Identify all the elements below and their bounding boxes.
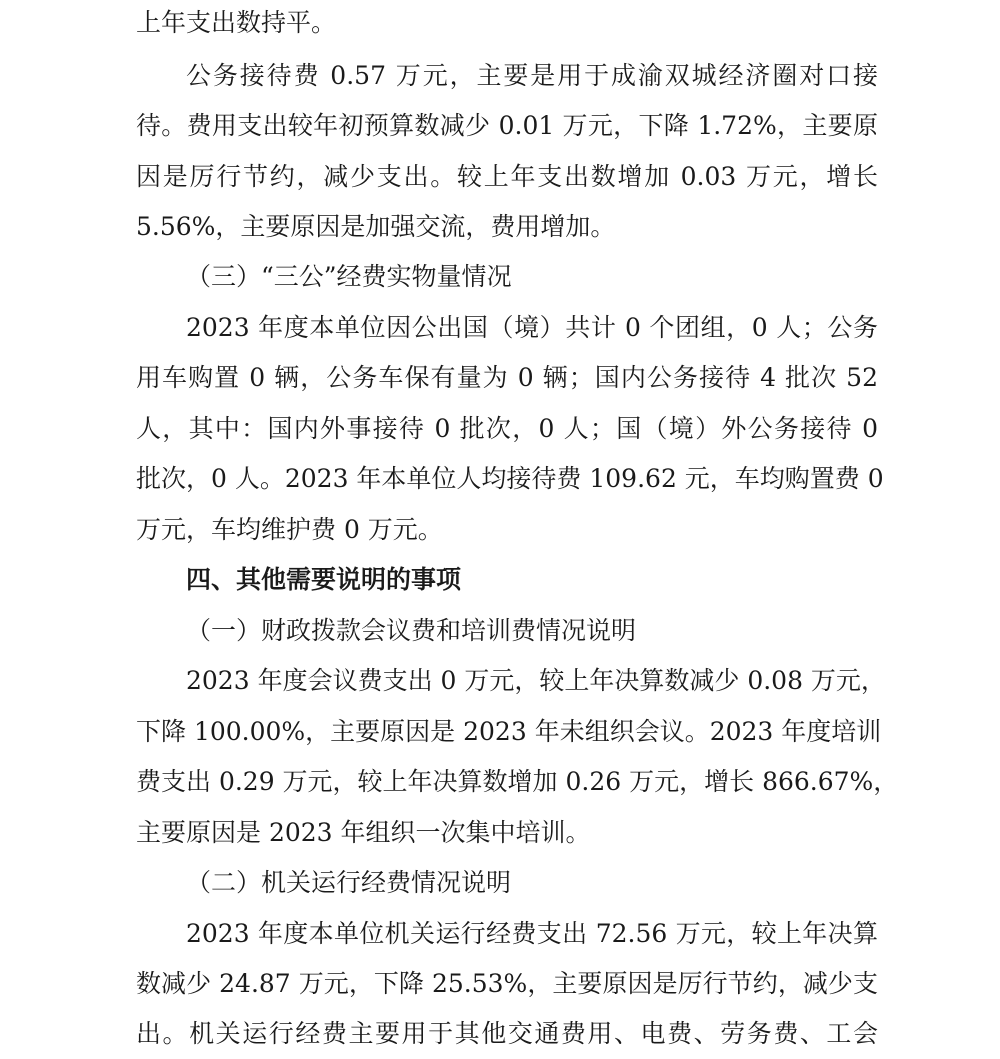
- section-subheading: （一）财政拨款会议费和培训费情况说明: [186, 616, 637, 645]
- paragraph-line: 上年支出数持平。: [136, 8, 337, 37]
- paragraph-line: 5.56%，主要原因是加强交流，费用增加。: [136, 212, 616, 241]
- paragraph-line: 主要原因是 2023 年组织一次集中培训。: [136, 818, 591, 847]
- paragraph-line: 公务接待费 0.57 万元，主要是用于成渝双城经济圈对口接: [186, 61, 878, 90]
- paragraph-line: 批次，0 人。2023 年本单位人均接待费 109.62 元，车均购置费 0: [136, 464, 884, 493]
- paragraph-line: 下降 100.00%，主要原因是 2023 年未组织会议。2023 年度培训: [136, 717, 882, 746]
- paragraph-line: 用车购置 0 辆，公务车保有量为 0 辆；国内公务接待 4 批次 52: [136, 363, 878, 392]
- paragraph-line: 数减少 24.87 万元，下降 25.53%，主要原因是厉行节约，减少支: [136, 969, 878, 998]
- section-subheading: （二）机关运行经费情况说明: [186, 868, 512, 897]
- section-heading: 四、其他需要说明的事项: [186, 565, 462, 594]
- paragraph-line: 费支出 0.29 万元，较上年决算数增加 0.26 万元，增长 866.67%，: [136, 767, 899, 796]
- section-subheading: （三）“三公”经费实物量情况: [186, 262, 512, 291]
- paragraph-line: 2023 年度本单位机关运行经费支出 72.56 万元，较上年决算: [186, 919, 878, 948]
- paragraph-line: 2023 年度会议费支出 0 万元，较上年决算数减少 0.08 万元，: [186, 666, 886, 695]
- paragraph-line: 出。机关运行经费主要用于其他交通费用、电费、劳务费、工会: [136, 1019, 878, 1048]
- paragraph-line: 万元，车均维护费 0 万元。: [136, 515, 443, 544]
- paragraph-line: 人，其中：国内外事接待 0 批次，0 人；国（境）外公务接待 0: [136, 414, 878, 443]
- paragraph-line: 待。费用支出较年初预算数减少 0.01 万元，下降 1.72%，主要原: [136, 111, 878, 140]
- paragraph-line: 因是厉行节约，减少支出。较上年支出数增加 0.03 万元，增长: [136, 162, 878, 191]
- paragraph-line: 2023 年度本单位因公出国（境）共计 0 个团组，0 人；公务: [186, 313, 878, 342]
